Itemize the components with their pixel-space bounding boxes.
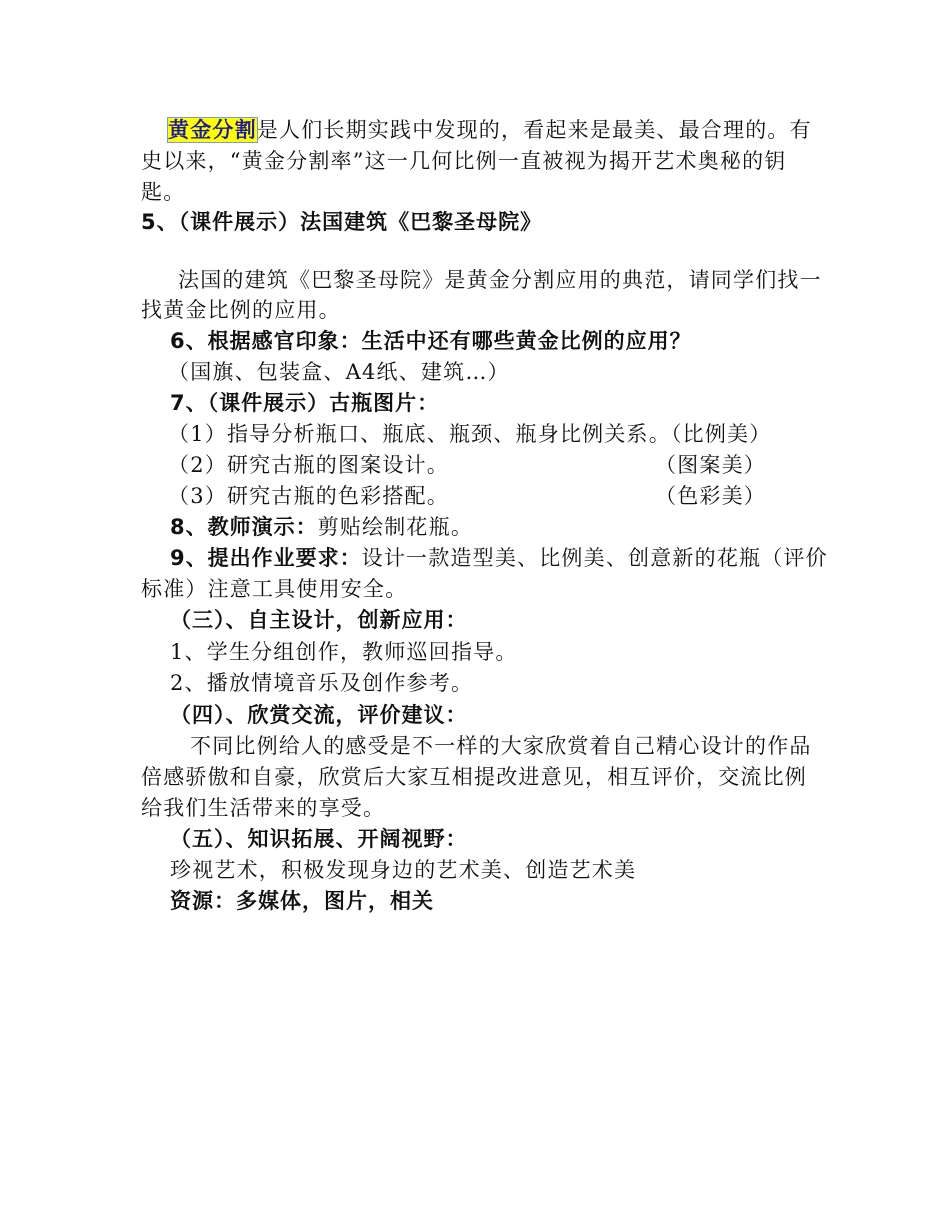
- intro-line-1-text: 是人们长期实践中发现的，看起来是最美、最合理的。有: [256, 118, 812, 142]
- item7-point-3-text: （3）研究古瓶的色彩搭配。: [168, 484, 449, 508]
- item8-label: 8、教师演示：: [170, 515, 318, 539]
- item6-answer: （国旗、包装盒、A4纸、建筑…）: [168, 360, 510, 384]
- section5-line-1: 珍视艺术，积极发现身边的艺术美、创造艺术美: [170, 858, 637, 882]
- section4-heading: （四）、欣赏交流，评价建议：: [170, 703, 468, 727]
- item7-heading: 7、（课件展示）古瓶图片：: [170, 391, 440, 415]
- item7-point-2-tag: （图案美）: [655, 453, 766, 477]
- intro-line-3: 匙。: [141, 180, 186, 204]
- item6-heading: 6、根据感官印象：生活中还有哪些黄金比例的应用？: [170, 329, 692, 353]
- section3-item-1: 1、学生分组创作，教师巡回指导。: [170, 640, 518, 664]
- item5-body-line-2: 找黄金比例的应用。: [141, 298, 341, 322]
- item5-body-line-1: 法国的建筑《巴黎圣母院》是黄金分割应用的典范，请同学们找一: [178, 268, 822, 292]
- intro-line-2: 史以来，“黄金分割率”这一几何比例一直被视为揭开艺术奥秘的钥: [141, 149, 787, 173]
- item9-label: 9、提出作业要求：: [170, 546, 362, 570]
- item5-heading: 5、（课件展示）法国建筑《巴黎圣母院》: [141, 210, 543, 234]
- golden-ratio-highlight: 黄金分割: [168, 118, 257, 142]
- item7-point-2: [168, 450, 808, 480]
- item9-line-1: [170, 543, 828, 573]
- intro-line-1: [168, 115, 812, 145]
- section5-heading: （五）、知识拓展、开阔视野：: [170, 827, 468, 851]
- section4-line-1: 不同比例给人的感受是不一样的大家欣赏着自己精心设计的作品: [190, 734, 812, 758]
- item9-text-1: 设计一款造型美、比例美、创意新的花瓶（评价: [361, 546, 828, 570]
- item7-point-1: （1）指导分析瓶口、瓶底、瓶颈、瓶身比例关系。（比例美）: [168, 422, 772, 446]
- item7-point-2-text: （2）研究古瓶的图案设计。: [168, 453, 449, 477]
- item7-point-3: [168, 481, 808, 511]
- item8: [170, 512, 473, 542]
- section4-line-2: 倍感骄傲和自豪，欣赏后大家互相提改进意见，相互评价，交流比例: [141, 765, 807, 789]
- section3-item-2: 2、播放情境音乐及创作参考。: [170, 671, 474, 695]
- section4-line-3: 给我们生活带来的享受。: [141, 796, 386, 820]
- item7-point-3-tag: （色彩美）: [655, 484, 766, 508]
- item8-text: 剪贴绘制花瓶。: [317, 515, 474, 539]
- item9-line-2: 标准）注意工具使用安全。: [141, 577, 408, 601]
- section3-heading: （三）、自主设计，创新应用：: [170, 608, 468, 632]
- resources-line: 资源：多媒体，图片，相关: [170, 889, 434, 913]
